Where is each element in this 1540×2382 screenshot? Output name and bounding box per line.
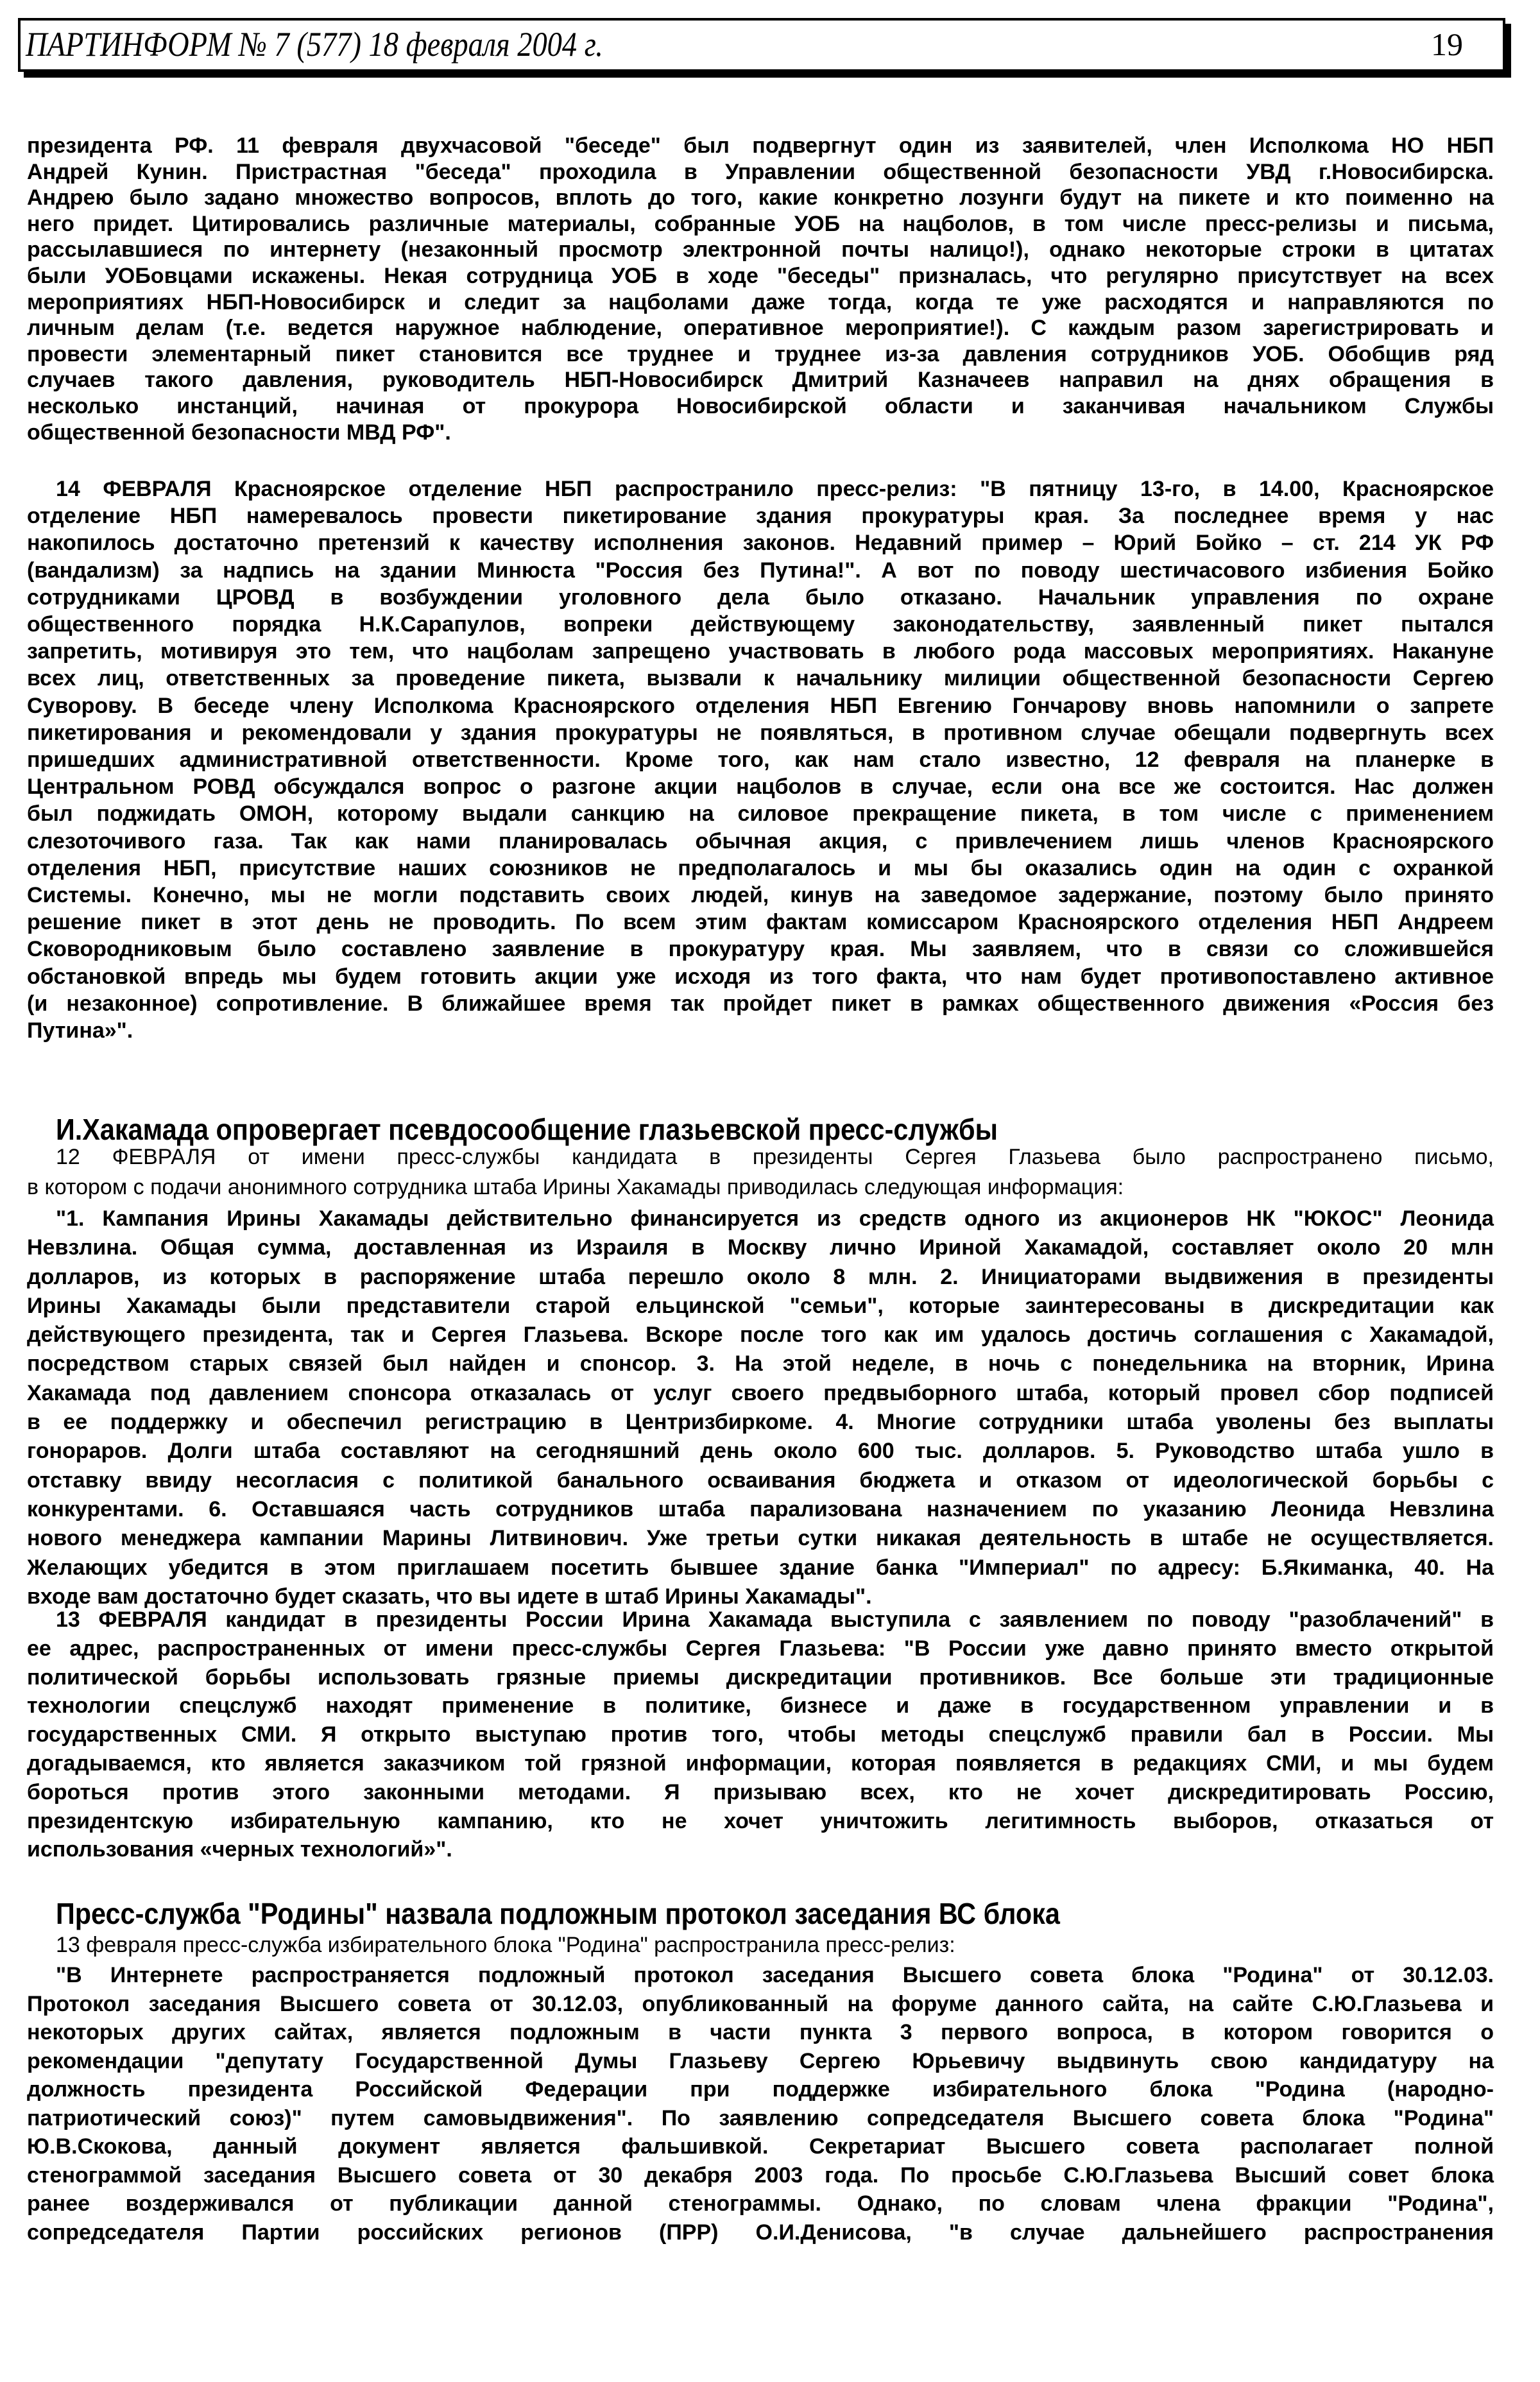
text-line (27, 1350, 1494, 1378)
text-line (27, 746, 1494, 773)
text-line-content: отделения НБП, присутствие наших союзников не предполагалось и мы бы оказались один на один с охранкой (27, 855, 1494, 880)
text-line-content: сотрудниками ЦРОВД в возбуждении уголовного дела было отказано. Начальник управления по охране (27, 585, 1494, 610)
text-line (27, 1720, 1494, 1749)
text-line-content: ее адрес, распространенных от имени пресс-службы Сергея Глазьева: "В России уже давно принято вместо открытой (27, 1636, 1494, 1661)
text-line (27, 185, 1494, 211)
text-line-content: общественного порядка Н.К.Сарапулов, вопреки действующему законодательству, заявленный пикет пытался (27, 612, 1494, 637)
text-line (27, 1495, 1494, 1524)
text-line (27, 936, 1494, 963)
text-line-content: случаев такого давления, руководитель НБП-Новосибирск Дмитрий Казначеев направил на днях обращения в (27, 368, 1494, 393)
text-line (27, 1292, 1494, 1321)
text-line-content: 13 ФЕВРАЛЯ кандидат в президенты России Ирина Хакамада выступила с заявлением по поводу "разоблачений" в (56, 1607, 1494, 1632)
text-line-content: Путина»". (27, 1018, 133, 1043)
text-line-content: Ю.В.Скокова, данный документ является фальшивкой. Секретариат Высшего совета располагает полной (27, 2134, 1494, 2159)
paragraph-glazyev-letter-quote (27, 1204, 1494, 1611)
text-line (27, 1930, 1523, 1960)
text-line-content: Андрею было задано множество вопросов, вплоть до того, какие конкретно лозунги будут на пикете и кто поименно на (27, 185, 1494, 210)
text-line-content: входе вам достаточно будет сказать, что вы идете в штаб Ирины Хакамады". (27, 1584, 872, 1609)
text-line-content: мероприятиях НБП-Новосибирск и следит за нацболами даже тогда, когда те уже расходятся и направляются по (27, 289, 1494, 314)
text-line (27, 638, 1494, 665)
text-line (27, 1778, 1494, 1807)
article-heading-rodina: Пресс-служба "Родины" назвала подложным протокол заседания ВС блока (56, 1897, 1060, 1930)
text-line-content: 13 февраля пресс-служба избирательного блока "Родина" распространила пресс-релиз: (56, 1933, 955, 1957)
paragraph-krasnoyarsk (27, 476, 1494, 1044)
text-line-content: некоторых других сайтах, является подложным в части пункта 3 первого вопроса, в котором говорится о (27, 2020, 1494, 2044)
text-line (27, 1142, 1523, 1172)
text-line-content: 12 ФЕВРАЛЯ от имени пресс-службы кандидата в президенты Сергея Глазьева было распространено письмо, (56, 1145, 1494, 1169)
text-line-content: 14 ФЕВРАЛЯ Красноярское отделение НБП распространило пресс-релиз: "В пятницу 13-го, в 14.00, Красноярское (56, 477, 1494, 501)
text-line (27, 1606, 1523, 1634)
text-line-content: "В Интернете распространяется подложный протокол заседания Высшего совета блока "Родина" от 30.12.03. (56, 1963, 1494, 1987)
text-line-content: Хакамада под давлением спонсора отказалась от услуг своего предвыборного штаба, который провел сбор подписей (27, 1380, 1494, 1405)
publication-title: ПАРТИНФОРМ № 7 (577) 18 февраля 2004 г. (26, 25, 603, 64)
text-line-content: рекомендации "депутату Государственной Думы Глазьеву Сергею Юрьевичу выдвинуть свою кандидатуру на (27, 2048, 1494, 2073)
text-line-content: президентскую избирательную кампанию, кто не хочет уничтожить легитимность выборов, отказаться от (27, 1808, 1494, 1833)
text-line (27, 393, 1494, 420)
text-line-content: президента РФ. 11 февраля двухчасовой "беседе" был подвергнут один из заявителей, член Исполкома НО НБП (27, 133, 1494, 158)
text-line-content: Системы. Конечно, мы не могли подставить своих людей, кинув на заведомое задержание, поэтому было принято (27, 883, 1494, 908)
text-line (27, 1172, 1494, 1203)
text-line-content: рассылавшиеся по интернету (незаконный просмотр электронной почты налицо!), однако некоторые строки в цитатах (27, 237, 1494, 262)
text-line (27, 263, 1494, 289)
text-line-content: Протокол заседания Высшего совета от 30.12.03, опубликованный на форуме данного сайта, на сайте С.Ю.Глазьева и (27, 1991, 1494, 2016)
text-line (27, 237, 1494, 263)
text-line-content: несколько инстанций, начиная от прокурора Новосибирской области и заканчивая начальником Службы (27, 393, 1494, 418)
text-line-content: слезоточивого газа. Так как нами планировалась обычная акция, с привлечением лишь членов Красноярского (27, 828, 1494, 853)
text-line-content: догадываемся, кто является заказчиком той грязной информации, которая появляется в редакциях СМИ, и мы будем (27, 1751, 1494, 1776)
text-line (27, 963, 1494, 990)
text-line-content: был поджидать ОМОН, которому выдали санкцию на силовое прекращение пикета, в том числе с применением (27, 801, 1494, 827)
text-line-content: всех лиц, ответственных за проведение пикета, вызвали к начальнику милиции общественной безопасности Сергею (27, 666, 1494, 691)
text-line (27, 1663, 1494, 1692)
text-line-content: должность президента Российской Федерации при поддержке избирательного блока "Родина (народно- (27, 2077, 1494, 2102)
page-number: 19 (1431, 26, 1463, 62)
text-line-content: стенограммой заседания Высшего совета от 30 декабря 2003 года. По просьбе С.Ю.Глазьева Высший совет блока (27, 2163, 1494, 2188)
text-line (27, 133, 1494, 159)
text-line-content: технологии спецслужб находят применение в политике, бизнесе и даже в государственном управлении и в (27, 1693, 1494, 1718)
text-line (27, 289, 1494, 316)
text-line (27, 1807, 1494, 1836)
text-line-content: общественной безопасности МВД РФ". (27, 420, 451, 445)
text-line (27, 1233, 1494, 1262)
text-line-content: обстановкой впредь мы будем готовить акции уже исходя из того факта, что нам будет противопоставлено активное (27, 964, 1494, 989)
text-line (27, 828, 1494, 855)
text-line (27, 990, 1494, 1017)
text-line (27, 1437, 1494, 1466)
text-line (27, 773, 1494, 800)
text-line (27, 1017, 1494, 1044)
text-line-content: Андрей Кунин. Пристрастная "беседа" проходила в Управлении общественной безопасности УВД г.Новосибирска. (27, 159, 1494, 184)
text-line-content: него придет. Цитировались различные материалы, собранные УОБ на нацболов, в том числе пресс-релизы и письма, (27, 211, 1494, 236)
page-header (18, 18, 1505, 72)
text-line-content: отставку ввиду несогласия с политикой банального осваивания бюджета и отказом от идеологической борьбы с (27, 1468, 1494, 1493)
text-line-content: посредством старых связей был найден и спонсор. 3. На этой неделе, в ночь с понедельника на вторник, Ирина (27, 1351, 1494, 1376)
text-line-content: долларов, из которых в распоряжение штаба перешло около 8 млн. 2. Инициаторами выдвижения в президенты (27, 1264, 1494, 1289)
text-line-content: запретить, мотивируя это тем, что нацболам запрещено участвовать в любого рода массовых мероприятиях. Накануне (27, 639, 1494, 664)
text-line-content: "1. Кампания Ирины Хакамады действительно финансируется из средств одного из акционеров НК "ЮКОС" Леонида (56, 1206, 1494, 1231)
text-line (27, 341, 1494, 368)
text-line-content: пришедших административной ответственности. Кроме того, как нам стало известно, 12 февраля на планерке в (27, 748, 1494, 773)
paragraph-glazyev-letter-intro (27, 1142, 1494, 1203)
article-heading-hakamada: И.Хакамада опровергает псевдосообщение глазьевской пресс-службы (56, 1113, 998, 1146)
text-line-content: (вандализм) за надпись на здании Минюста "Россия без Путина!". А вот по поводу шестичасового избиения Бойко (27, 558, 1494, 583)
text-line-content: государственных СМИ. Я открыто выступаю против того, чтобы методы спецслужб правили бал в России. Мы (27, 1722, 1494, 1747)
text-line-content: бороться против этого законными методами. Я призываю всех, кто не хочет дискредитировать Россию, (27, 1779, 1494, 1804)
text-line-content: провести элементарный пикет становится все труднее и труднее из-за давления сотрудников УОБ. Обобщив ряд (27, 341, 1494, 366)
text-line (27, 665, 1494, 692)
text-line-content: Сковородниковым было составлено заявление в прокуратуру края. Мы заявляем, что в связи со сложившейся (27, 937, 1494, 962)
text-line (27, 692, 1494, 719)
text-line (27, 611, 1494, 638)
text-line (27, 2075, 1494, 2104)
text-line-content: гонораров. Долги штаба составляют на сегодняшний день около 600 тыс. долларов. 5. Руководство штаба ушло в (27, 1439, 1494, 1464)
text-line (27, 1990, 1494, 2019)
text-line (27, 502, 1494, 529)
text-line (27, 2018, 1494, 2047)
text-line (27, 855, 1494, 882)
text-line-content: Суворову. В беседе члену Исполкома Красноярского отделения НБП Евгению Гончарову вновь напомнили о запрете (27, 693, 1494, 718)
text-line-content: патриотический союз)" путем самовыдвижения". По заявлению сопредседателя Высшего совета блока "Родина" (27, 2105, 1494, 2130)
text-line-content: личным делам (т.е. ведется наружное наблюдение, оперативное мероприятие!). С каждым разом зарегистрировать и (27, 316, 1494, 341)
text-line (27, 1749, 1494, 1778)
text-line (27, 2047, 1494, 2076)
text-line-content: Ирины Хакамады были представители старой ельцинской "семьи", которые заинтересованы в дискредитации как (27, 1293, 1494, 1318)
paragraph-hakamada-statement (27, 1606, 1494, 1864)
text-line-content: действующего президента, так и Сергея Глазьева. Вскоре после того как им удалось достичь соглашения с Хакамадой, (27, 1323, 1494, 1348)
text-line-content: Невзлина. Общая сумма, доставленная из Израиля в Москву лично Ириной Хакамадой, составляет около 20 млн (27, 1235, 1494, 1260)
text-line-content: накопилось достаточно претензий к качеству исполнения законов. Недавний пример – Юрий Бойко – ст. 214 УК РФ (27, 531, 1494, 556)
text-line-content: пикетирования и рекомендовали у здания прокуратуры не появляться, в противном случае обещали подвергнуть всех (27, 720, 1494, 745)
text-line (27, 719, 1494, 746)
text-line-content: были УОБовцами искажены. Некая сотрудница УОБ в ходе "беседы" призналась, что регулярно присутствует на всех (27, 263, 1494, 288)
text-line (27, 882, 1494, 909)
text-line-content: решение пикет в этот день не проводить. По всем этим фактам комиссаром Красноярского отделения НБП Андреем (27, 910, 1494, 935)
text-line (27, 2189, 1494, 2218)
text-line (27, 420, 1494, 446)
paragraph-rodina-release (27, 1961, 1494, 2247)
text-line (27, 367, 1494, 393)
text-line (27, 315, 1494, 341)
text-line-content: отделение НБП намеревалось провести пикетирование здания прокуратуры края. За последнее время у нас (27, 504, 1494, 529)
text-line (27, 1634, 1494, 1663)
text-line-content: сопредседателя Партии российских регионов (ПРР) О.И.Денисова, "в случае дальнейшего распространения (27, 2220, 1494, 2245)
text-line-content: ранее воздерживался от публикации данной стенограммы. Однако, по словам члена фракции "Родина", (27, 2191, 1494, 2216)
text-line-content: нового менеджера кампании Марины Литвинович. Уже третьи сутки никакая деятельность в штабе не осуществляется. (27, 1526, 1494, 1551)
paragraph-novosibirsk (27, 133, 1494, 445)
text-line (27, 584, 1494, 611)
text-line (27, 800, 1494, 827)
text-line-content: в ее поддержку и обеспечил регистрацию в Центризбиркоме. 4. Многие сотрудники штаба уволены без выплаты (27, 1410, 1494, 1435)
text-line (27, 2218, 1494, 2247)
text-line-content: политической борьбы использовать грязные приемы дискредитации противников. Все больше эти традиционные (27, 1665, 1494, 1690)
text-line (27, 1408, 1494, 1437)
text-line-content: использования «черных технологий»". (27, 1837, 452, 1862)
text-line (27, 557, 1494, 584)
text-line-content: конкурентами. 6. Оставшаяся часть сотрудников штаба парализована назначением по указанию Леонида Невзлина (27, 1496, 1494, 1521)
text-line (27, 909, 1494, 936)
text-line-content: Центральном РОВД обсуждался вопрос о разгоне акции нацболов в случае, если она все же состоится. Нас должен (27, 775, 1494, 800)
paragraph-rodina-intro (27, 1930, 1494, 1960)
text-line (27, 211, 1494, 237)
text-line (27, 1466, 1494, 1495)
text-line (27, 1692, 1494, 1720)
text-line-content: Желающих убедится в этом приглашаем посетить бывшее здание банка "Империал" по адресу: Б.Якиманка, 40. На (27, 1555, 1494, 1580)
text-line (27, 529, 1494, 556)
text-line (27, 1524, 1494, 1553)
text-line (27, 1961, 1523, 1990)
text-line (27, 1554, 1494, 1582)
text-line (27, 2104, 1494, 2133)
text-line (27, 1321, 1494, 1350)
text-line-content: (и незаконное) сопротивление. В ближайшее время так пройдет пикет в рамках общественного движения «Россия без (27, 991, 1494, 1016)
text-line (27, 2161, 1494, 2190)
text-line (27, 1379, 1494, 1408)
text-line (27, 2132, 1494, 2161)
text-line (27, 476, 1523, 502)
text-line (27, 1835, 1494, 1864)
text-line (27, 159, 1494, 185)
text-line-content: в котором с подачи анонимного сотрудника штаба Ирины Хакамады приводилась следующая информация: (27, 1175, 1124, 1199)
text-line (27, 1263, 1494, 1292)
text-line (27, 1204, 1523, 1233)
